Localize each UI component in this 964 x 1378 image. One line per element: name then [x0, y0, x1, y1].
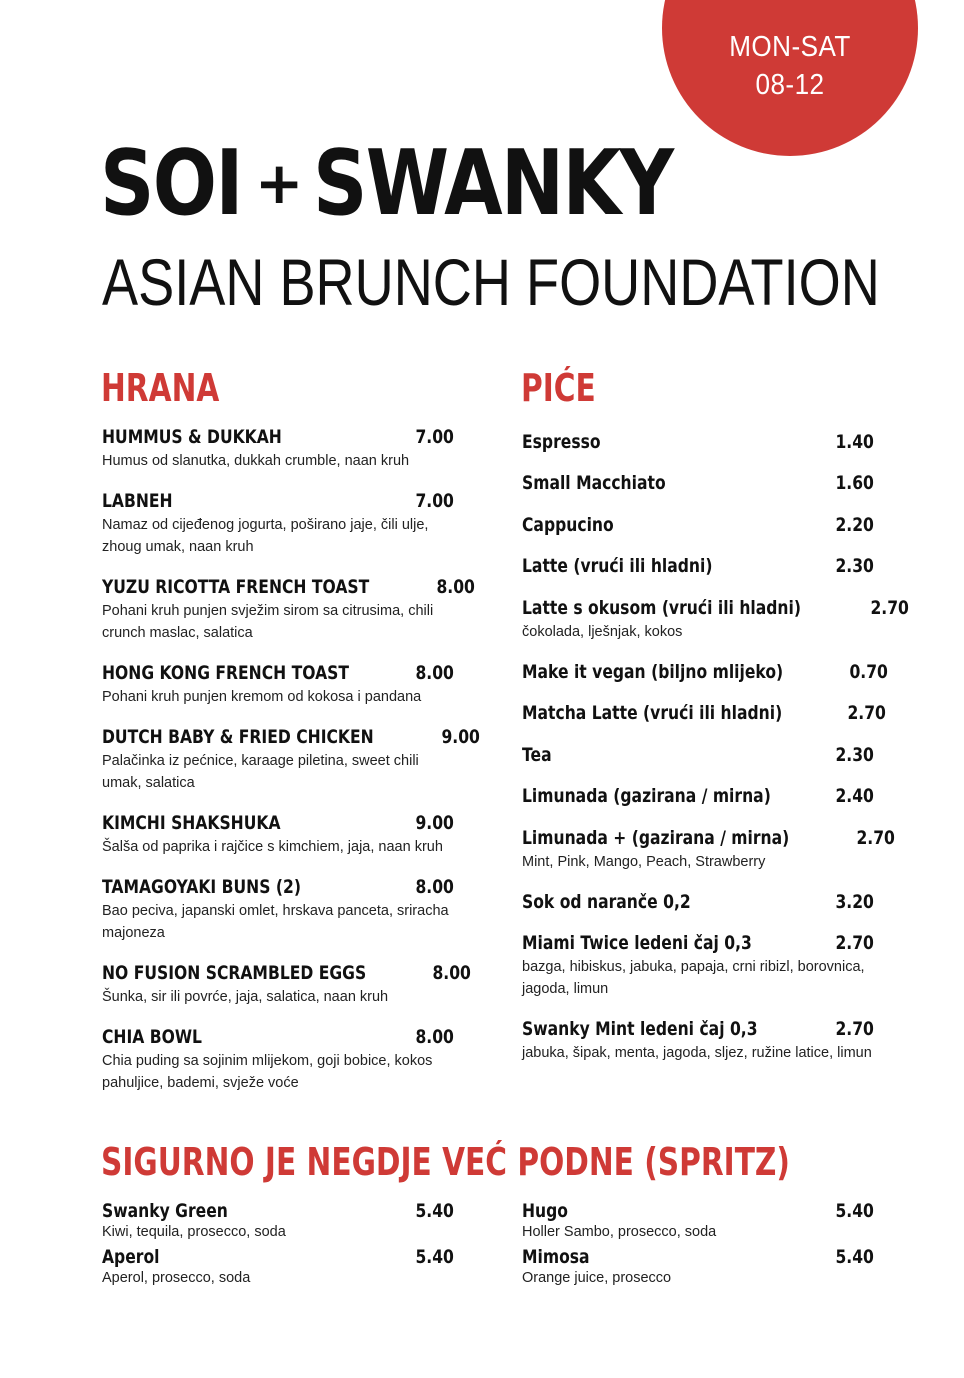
- item-name: DUTCH BABY & FRIED CHICKEN: [102, 726, 374, 748]
- food-item: [102, 426, 454, 472]
- badge-hours: 08-12: [755, 69, 825, 101]
- subtitle-bold: ASIAN BRUNCH: [102, 245, 511, 319]
- item-desc: Orange juice, prosecco: [522, 1270, 672, 1286]
- hours-badge-text: [662, 28, 918, 104]
- food-item: [102, 490, 454, 558]
- item-name: Limunada (gazirana / mirna): [522, 785, 771, 807]
- drink-item: [522, 472, 874, 494]
- item-desc: Pohani kruh punjen kremom od kokosa i pandana: [102, 689, 422, 705]
- food-item: [102, 876, 454, 944]
- item-desc: Palačinka iz pećnice, karaage piletina, sweet chili umak, salatica: [102, 753, 419, 791]
- item-price: 2.30: [835, 555, 874, 577]
- item-price: 5.40: [835, 1246, 874, 1268]
- food-section-title: HRANA: [101, 366, 220, 410]
- item-name: Sok od naranče 0,2: [522, 891, 691, 913]
- item-name: Latte (vrući ili hladni): [522, 555, 713, 577]
- item-name: Tea: [522, 744, 552, 766]
- drinks-section-title: PIĆE: [521, 366, 596, 410]
- item-price: 8.00: [436, 576, 475, 598]
- drink-item: [522, 702, 887, 724]
- item-name: NO FUSION SCRAMBLED EGGS: [102, 962, 367, 984]
- item-name: Latte s okusom (vrući ili hladni): [522, 597, 801, 619]
- spritz-item: [522, 1200, 874, 1242]
- item-desc: Pohani kruh punjen svježim sirom sa citrusima, chili crunch maslac, salatica: [102, 603, 434, 641]
- item-price: 5.40: [415, 1200, 454, 1222]
- item-price: 8.00: [415, 876, 454, 898]
- food-item: [102, 1026, 454, 1094]
- item-price: 5.40: [835, 1200, 874, 1222]
- item-name: KIMCHI SHAKSHUKA: [102, 812, 281, 834]
- spritz-item: [102, 1200, 454, 1242]
- item-name: Swanky Mint ledeni čaj 0,3: [522, 1018, 758, 1040]
- item-desc: Šalša od paprika i rajčice s kimchiem, jaja, naan kruh: [102, 839, 443, 855]
- item-name: Espresso: [522, 431, 601, 453]
- item-desc: Aperol, prosecco, soda: [102, 1270, 251, 1286]
- drink-item: [522, 785, 874, 807]
- item-desc: Kiwi, tequila, prosecco, soda: [102, 1224, 286, 1240]
- spritz-item: [102, 1246, 454, 1288]
- brand-right: SWANKY: [313, 130, 673, 236]
- item-price: 2.70: [847, 702, 887, 724]
- item-name: Small Macchiato: [522, 472, 666, 494]
- food-item: [102, 576, 475, 644]
- badge-days: MON-SAT: [729, 31, 851, 63]
- item-price: 0.70: [848, 661, 888, 683]
- brand-logo: [100, 130, 741, 236]
- brand-plus: +: [254, 149, 304, 217]
- item-name: LABNEH: [102, 490, 173, 512]
- item-name: Aperol: [102, 1246, 160, 1268]
- item-name: CHIA BOWL: [102, 1026, 202, 1048]
- item-name: HUMMUS & DUKKAH: [102, 426, 282, 448]
- drink-item: [522, 827, 895, 873]
- item-price: 2.70: [870, 597, 910, 619]
- drink-item: [522, 932, 874, 1000]
- item-desc: Holler Sambo, prosecco, soda: [522, 1224, 717, 1240]
- item-price: 1.60: [835, 472, 874, 494]
- item-desc: Namaz od cijeđenog jogurta, poširano jaje, čili ulje, zhoug umak, naan kruh: [102, 517, 429, 555]
- item-name: Mimosa: [522, 1246, 590, 1268]
- item-price: 2.20: [835, 514, 874, 536]
- drink-item: [522, 431, 874, 453]
- drink-item: [522, 555, 874, 577]
- food-item: [102, 662, 454, 708]
- item-price: 7.00: [415, 426, 454, 448]
- spritz-section-title: SIGURNO JE NEGDJE VEĆ PODNE (SPRITZ): [101, 1140, 790, 1184]
- drink-item: [522, 891, 874, 913]
- item-name: HONG KONG FRENCH TOAST: [102, 662, 349, 684]
- brand-left: SOI: [100, 130, 242, 236]
- item-price: 2.30: [835, 744, 874, 766]
- food-item: [102, 812, 454, 858]
- drink-item: [522, 514, 874, 536]
- item-desc: Chia puding sa sojinim mlijekom, goji bobice, kokos pahuljice, bademi, svježe voće: [102, 1053, 433, 1091]
- item-name: TAMAGOYAKI BUNS (2): [102, 876, 301, 898]
- item-price: 2.70: [835, 1018, 874, 1040]
- item-name: YUZU RICOTTA FRENCH TOAST: [102, 576, 370, 598]
- spritz-item: [522, 1246, 874, 1288]
- item-desc: Humus od slanutka, dukkah crumble, naan kruh: [102, 453, 410, 469]
- item-price: 3.20: [835, 891, 874, 913]
- item-price: 2.70: [856, 827, 895, 849]
- item-price: 1.40: [835, 431, 874, 453]
- item-name: Cappucino: [522, 514, 614, 536]
- drink-item: [522, 661, 888, 683]
- item-price: 9.00: [415, 812, 454, 834]
- item-name: Matcha Latte (vrući ili hladni): [522, 702, 783, 724]
- item-price: 2.40: [835, 785, 874, 807]
- item-desc: čokolada, lješnjak, kokos: [522, 624, 683, 640]
- item-name: Miami Twice ledeni čaj 0,3: [522, 932, 752, 954]
- item-price: 5.40: [415, 1246, 454, 1268]
- item-price: 8.00: [415, 662, 454, 684]
- item-desc: Šunka, sir ili povrće, jaja, salatica, naan kruh: [102, 989, 389, 1005]
- food-item: [102, 726, 481, 794]
- item-desc: jabuka, šipak, menta, jagoda, sljez, ružine latice, limun: [522, 1045, 872, 1061]
- item-price: 2.70: [835, 932, 874, 954]
- item-name: Make it vegan (biljno mlijeko): [522, 661, 784, 683]
- item-desc: bazga, hibiskus, jabuka, papaja, crni ribizl, borovnica, jagoda, limun: [522, 959, 865, 997]
- drink-item: [522, 1018, 874, 1064]
- item-name: Limunada + (gazirana / mirna): [522, 827, 790, 849]
- drink-item: [522, 597, 910, 643]
- item-name: Swanky Green: [102, 1200, 228, 1222]
- item-price: 7.00: [415, 490, 454, 512]
- item-price: 9.00: [441, 726, 481, 748]
- item-desc: Mint, Pink, Mango, Peach, Strawberry: [522, 854, 766, 870]
- page-subtitle: [102, 244, 880, 320]
- item-name: Hugo: [522, 1200, 568, 1222]
- item-price: 8.00: [432, 962, 472, 984]
- drink-item: [522, 744, 874, 766]
- item-desc: Bao peciva, japanski omlet, hrskava panceta, sriracha majoneza: [102, 903, 449, 941]
- subtitle-light: FOUNDATION: [526, 245, 880, 319]
- food-item: [102, 962, 472, 1008]
- item-price: 8.00: [415, 1026, 454, 1048]
